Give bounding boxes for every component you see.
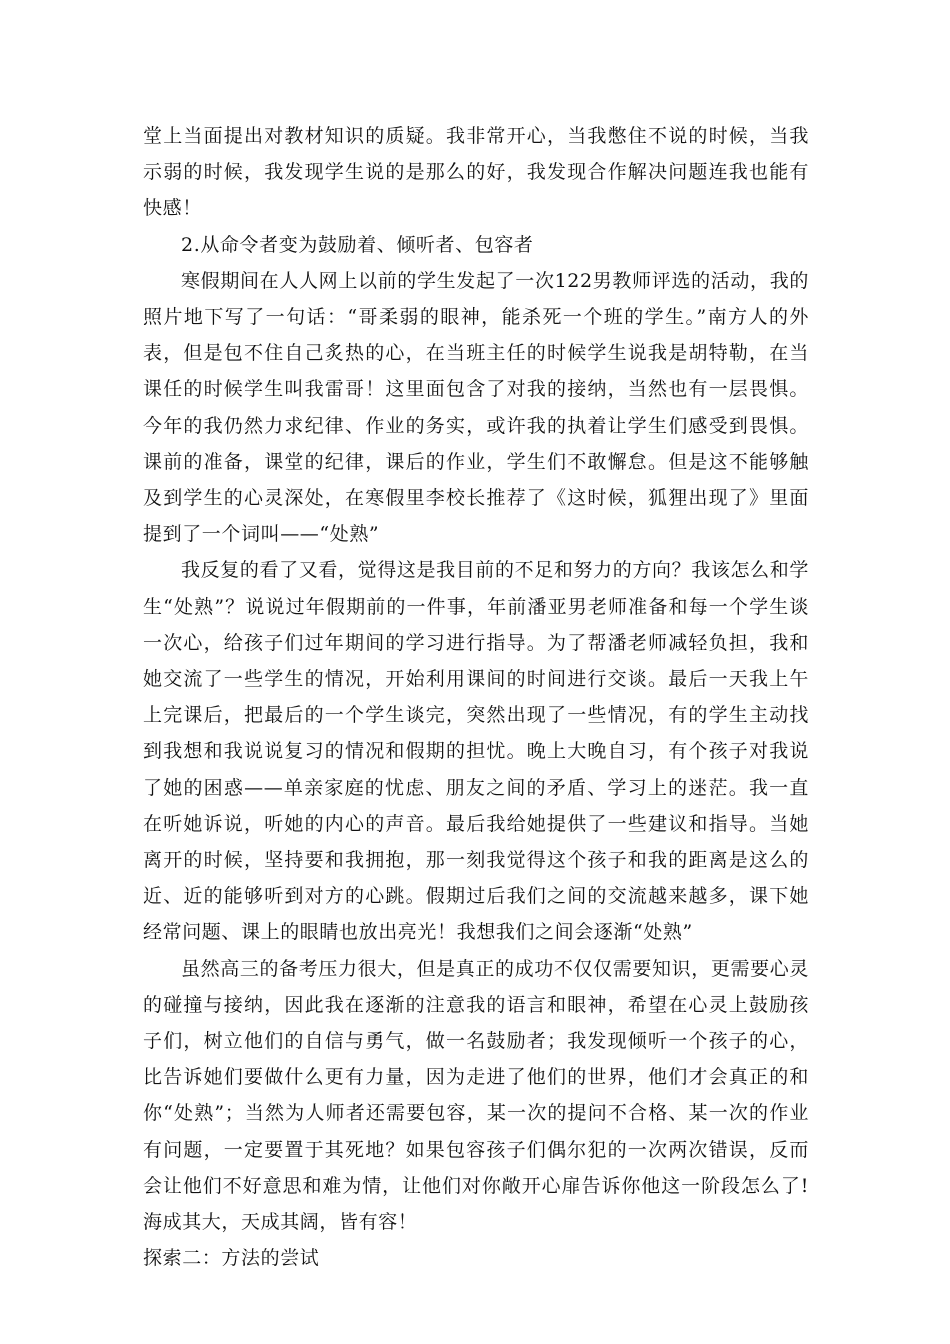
section-title: 探索二：方法的尝试 bbox=[143, 1247, 320, 1270]
paragraph-chushu-story: 我反复的看了又看，觉得这是我目前的不足和努力的方向？我该怎么和学生“处熟”？说说过年假期前的一件事，年前潘亚男老师准备和每一个学生谈一次心，给孩子们过年期间的学习进行指导。为了帮潘老师减轻负担，我和她交流了一些学生的情况，开始利用课间的时间进行交谈。最后一天我上午上完课后，把最后的一个学生谈完，突然出现了一些情况，有的学生主动找到我想和我说说复习的情况和假期的担忧。晚上大晚自习，有个孩子对我说了她的困惑——单亲家庭的忧虑、朋友之间的矛盾、学习上的迷茫。我一直在听她诉说，听她的内心的声音。最后我给她提供了一些建议和指导。当她离开的时候，坚持要和我拥抱，那一刻我觉得这个孩子和我的距离是这么的近、近的能够听到对方的心跳。假期过后我们之间的交流越来越多，课下她经常问题、课上的眼睛也放出亮光！我想我们之间会逐渐“处熟” bbox=[143, 559, 809, 944]
subsection-heading: 2.从命令者变为鼓励着、倾听者、包容者 bbox=[181, 233, 534, 256]
paragraph-encouragement: 虽然高三的备考压力很大，但是真正的成功不仅仅需要知识，更需要心灵的碰撞与接纳，因此我在逐渐的注意我的语言和眼神，希望在心灵上鼓励孩子们，树立他们的自信与勇气，做一名鼓励者；我发现倾听一个孩子的心，比告诉她们要做什么更有力量，因为走进了他们的世界，他们才会真正的和你“处熟”；当然为人师者还需要包容，某一次的提问不合格、某一次的作业有问题，一定要置于其死地？如果包容孩子们偶尔犯的一次两次错误，反而会让他们不好意思和难为情，让他们对你敞开心扉告诉你他这一阶段怎么了!海成其大，天成其阔，皆有容！ bbox=[143, 957, 809, 1234]
paragraph-winter-break: 寒假期间在人人网上以前的学生发起了一次122男教师评选的活动，我的照片地下写了一句话：“哥柔弱的眼神，能杀死一个班的学生。”南方人的外表，但是包不住自己炙热的心，在当班主任的时候学生说我是胡特勒，在当课任的时候学生叫我雷哥！这里面包含了对我的接纳，当然也有一层畏惧。今年的我仍然力求纪律、作业的务实，或许我的执着让学生们感受到畏惧。课前的准备，课堂的纪律，课后的作业，学生们不敢懈怠。但是这不能够触及到学生的心灵深处，在寒假里李校长推荐了《这时候，狐狸出现了》里面提到了一个词叫——“处熟” bbox=[143, 269, 809, 546]
document-body bbox=[143, 118, 809, 1277]
paragraph-continuation: 堂上当面提出对教材知识的质疑。我非常开心，当我憋住不说的时候，当我示弱的时候，我发现学生说的是那么的好，我发现合作解决问题连我也能有快感！ bbox=[143, 125, 809, 220]
